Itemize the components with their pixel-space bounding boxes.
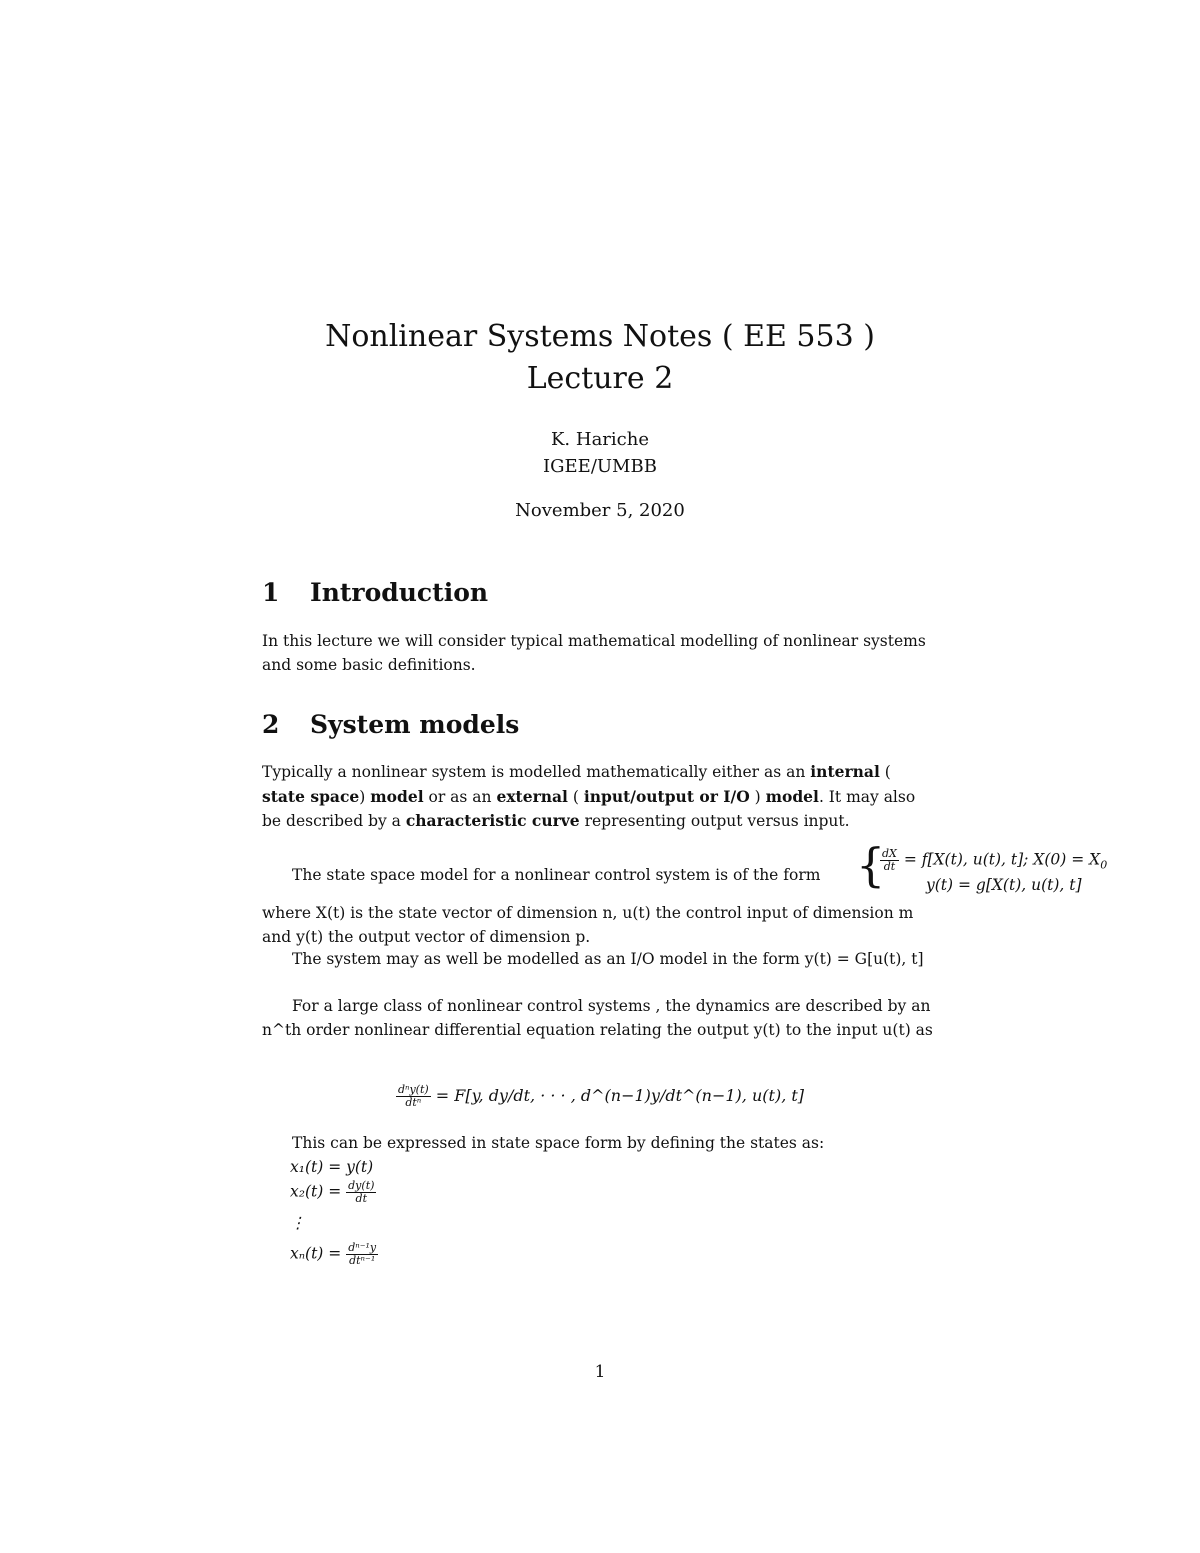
models-paragraph-5: For a large class of nonlinear control systems , the dynamics are described by an n^th order nonlinear differential equation relating the output y(t) to the input u(t) as — [262, 997, 933, 1039]
bold-term-model: model — [370, 786, 424, 806]
state-equation — [880, 848, 1107, 873]
models-paragraph-4: The system may as well be modelled as an I/O model in the form y(t) = G[u(t), t] — [292, 950, 924, 968]
state-lhs: x₂(t) = — [290, 1182, 342, 1201]
lhs-fraction — [396, 1084, 431, 1109]
text-run: ) — [359, 787, 371, 806]
author-name: K. Hariche — [550, 429, 649, 450]
section-heading-system-models — [262, 710, 519, 739]
dy-dt-fraction — [346, 1180, 376, 1205]
text-run: ) — [749, 787, 766, 806]
bold-term-io: input/output or I/O — [583, 786, 750, 806]
title-line-1: Nonlinear Systems Notes ( EE 553 ) — [325, 319, 875, 354]
frac-denominator: dtⁿ — [405, 1096, 422, 1109]
intro-paragraph: In this lecture we will consider typical mathematical modelling of nonlinear systems and some basic definitions. — [262, 632, 926, 674]
section-title: Introduction — [310, 578, 489, 607]
state-definition-1: x₁(t) = y(t) — [290, 1158, 374, 1176]
models-paragraph-3: where X(t) is the state vector of dimension n, u(t) the control input of dimension m and y(t) the output vector of dimension p. — [262, 904, 914, 946]
output-equation: y(t) = g[X(t), u(t), t] — [926, 876, 1082, 894]
frac-numerator: dⁿ⁻¹y — [348, 1241, 377, 1254]
state-definition-n — [290, 1242, 378, 1267]
models-paragraph-2: The state space model for a nonlinear control system is of the form — [292, 866, 821, 884]
models-paragraph-6: This can be expressed in state space form by defining the states as: — [292, 1134, 825, 1152]
document-title — [0, 316, 1200, 400]
text-run: ( — [567, 787, 584, 806]
section-heading-introduction — [262, 578, 488, 607]
section-title: System models — [310, 710, 520, 739]
bold-term-state-space: state space — [262, 786, 360, 806]
frac-denominator: dt — [355, 1192, 367, 1205]
state-equation-rhs: = f[X(t), u(t), t]; X(0) = X — [903, 850, 1101, 869]
dx-dt-fraction — [880, 848, 899, 873]
text-run: or as an — [423, 787, 497, 806]
left-brace: { — [856, 838, 886, 892]
bold-term-internal: internal — [810, 762, 880, 781]
bold-term-external: external — [496, 786, 568, 806]
document-date: November 5, 2020 — [515, 500, 685, 521]
models-paragraph-1 — [262, 760, 936, 834]
author-affiliation: IGEE/UMBB — [543, 456, 657, 477]
bold-term-characteristic-curve: characteristic curve — [405, 811, 580, 830]
frac-denominator: dt — [883, 860, 896, 873]
bold-term-model: model — [765, 786, 819, 806]
page-number: 1 — [594, 1362, 606, 1382]
section-number: 1 — [262, 578, 280, 607]
frac-numerator: dy(t) — [348, 1179, 375, 1192]
frac-denominator: dtⁿ⁻¹ — [349, 1254, 376, 1267]
state-lhs: xₙ(t) = — [290, 1244, 342, 1263]
text-run: Typically a nonlinear system is modelled mathematically either as an — [262, 763, 811, 781]
frac-numerator: dⁿy(t) — [397, 1083, 429, 1096]
text-run: ( — [879, 763, 891, 781]
nth-order-ode — [0, 1084, 1200, 1109]
text-run: . It may also be described by a — [262, 787, 916, 830]
frac-numerator: dX — [882, 847, 897, 860]
ode-rhs: = F[y, dy/dt, · · · , d^(n−1)y/dt^(n−1), u(t), t] — [435, 1086, 805, 1105]
state-definition-2 — [290, 1180, 376, 1205]
section-number: 2 — [262, 710, 280, 739]
nth-derivative-fraction — [346, 1242, 378, 1267]
text-run: representing output versus input. — [579, 812, 850, 830]
vertical-ellipsis: ⋮ — [290, 1214, 306, 1232]
subscript: 0 — [1100, 858, 1108, 872]
author-block — [0, 426, 1200, 480]
title-line-2: Lecture 2 — [526, 361, 674, 396]
